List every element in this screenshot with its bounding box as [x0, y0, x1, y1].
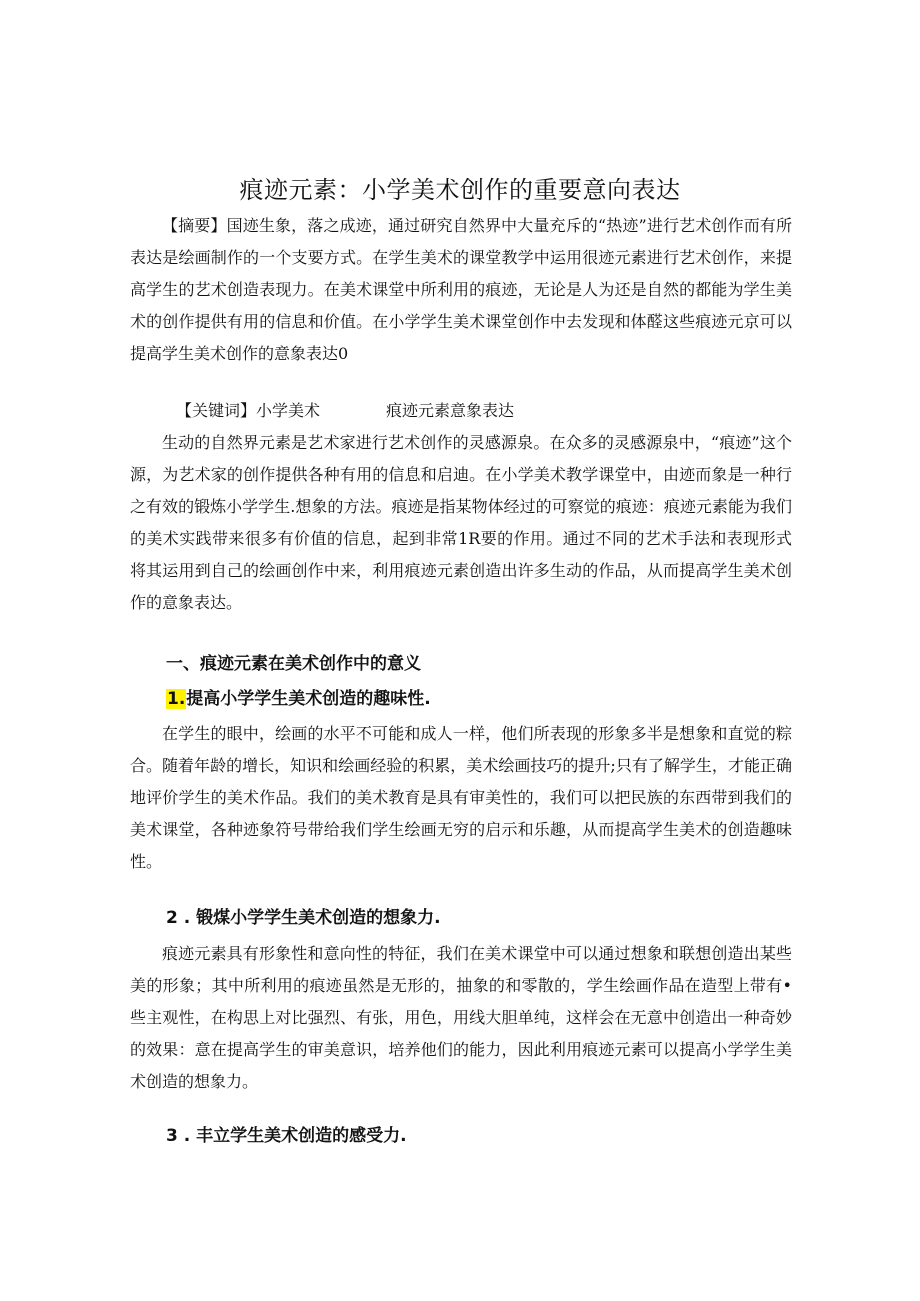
keywords-values: 痕迹元素意象表达	[386, 401, 515, 420]
paragraph-2: 痕迹元素具有形象性和意向性的特征，我们在美术课堂中可以通过想象和联想创造出某些美的形象；其中所利用的痕迹虽然是无形的，抽象的和零散的，学生绘画作品在造型上带有•些主观性，在构思上对比强烈、有张，用色，用线大胆单纯，这样会在无意中创造出一种奇妙的效果：意在提高学生的审美意识，培养他们的能力，因此利用痕迹元素可以提高小学学生美术创造的想象力。	[130, 944, 792, 1091]
subheading-1-text: 提高小学学生美术创造的趣味性.	[186, 689, 431, 709]
intro-paragraph: 生动的自然界元素是艺术家进行艺术创作的灵感源泉。在众多的灵感源泉中，“痕迹”这个源，为艺术家的创作提供各种有用的信息和启迪。在小学美术教学课堂中，由迹而象是一种行之有效的锻炼小学学生.想象的方法。痕迹是指某物体经过的可察觉的痕迹：痕迹元素能为我们的美术实践带来很多有价值的信息，起到非常1R要的作用。通过不同的艺术手法和表现形式将其运用到自己的绘画创作中来，利用痕迹元素创造出许多生动的作品，从而提高学生美术创作的意象表达。	[130, 433, 792, 612]
subheading-3: 3 . 丰立学生美术创造的感受力.	[166, 1126, 407, 1146]
keywords-label: 【关键词】小学美术	[176, 401, 321, 420]
section-heading-1: 一、痕迹元素在美术创作中的意义	[166, 654, 421, 674]
abstract-paragraph: 【摘要】国迹生象，落之成迹，通过研究自然界中大量充斥的“热迹”进行艺术创作而有所表达是绘画制作的一个支要方式。在学生美术的课堂教学中运用很迹元素进行艺术创作，来提高学生的艺术创造表现力。在美术课堂中所利用的痕迹，无论是人为还是自然的都能为学生美术的创作提供有用的信息和价值。在小学学生美术课堂创作中去发现和体醛这些痕迹元京可以提高学生美术创作的意象表达0	[130, 216, 792, 363]
subheading-2: 2 . 锻煤小学学生美术创造的想象力.	[166, 908, 441, 928]
highlighted-number: 1.	[167, 689, 186, 709]
document-title: 痕迹元素：小学美术创作的重要意向表达	[239, 176, 681, 204]
subheading-1	[166, 683, 792, 715]
paragraph-1: 在学生的眼中，绘画的水平不可能和成人一样，他们所表现的形象多半是想象和直觉的粽合。随着年龄的增长，知识和绘画经验的积累，美术绘画技巧的提升;只有了解学生，才能正确地评价学生的美术作品。我们的美术教育是具有审美性的，我们可以把民族的东西带到我们的美术课堂，各种迹象符号带给我们学生绘画无穷的启示和乐趣，从而提高学生美术的创造趣味性。	[130, 724, 792, 871]
keywords-line	[130, 395, 792, 427]
